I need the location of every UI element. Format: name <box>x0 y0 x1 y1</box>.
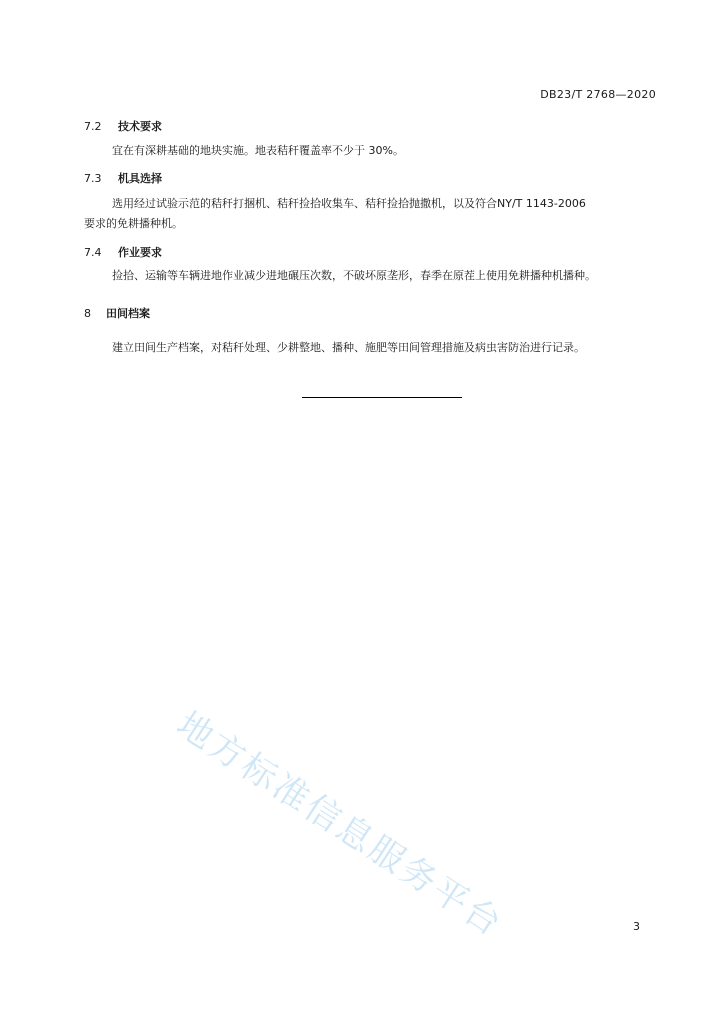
section-heading-7-4 <box>84 244 162 260</box>
section-title: 技术要求 <box>118 120 162 133</box>
section-paragraph: 建立田间生产档案，对秸秆处理、少耕整地、播种、施肥等田间管理措施及病虫害防治进行记录。 <box>112 341 585 354</box>
section-paragraph: 宜在有深耕基础的地块实施。地表秸秆覆盖率不少于 30%。 <box>112 144 404 157</box>
section-number: 8 <box>84 307 91 320</box>
section-number: 7.3 <box>84 172 102 185</box>
section-heading-7-3 <box>84 170 162 186</box>
end-of-text-rule <box>302 397 462 398</box>
section-title: 机具选择 <box>118 172 162 185</box>
section-number: 7.4 <box>84 246 102 259</box>
document-code: DB23/T 2768—2020 <box>540 88 656 101</box>
section-heading-8 <box>84 305 150 321</box>
section-heading-7-2 <box>84 118 162 134</box>
page-number: 3 <box>633 920 640 933</box>
watermark: 地方标准信息服务平台 <box>169 704 510 946</box>
section-paragraph: 选用经过试验示范的秸秆打捆机、秸秆捡拾收集车、秸秆捡拾抛撒机，以及符合NY/T 1143-2006 <box>112 197 586 210</box>
section-paragraph-continued: 要求的免耕播种机。 <box>84 217 183 230</box>
section-number: 7.2 <box>84 120 102 133</box>
section-title: 田间档案 <box>106 307 150 320</box>
section-paragraph: 捡拾、运输等车辆进地作业减少进地碾压次数，不破坏原垄形，春季在原茬上使用免耕播种机播种。 <box>112 269 596 282</box>
section-title: 作业要求 <box>118 246 162 259</box>
